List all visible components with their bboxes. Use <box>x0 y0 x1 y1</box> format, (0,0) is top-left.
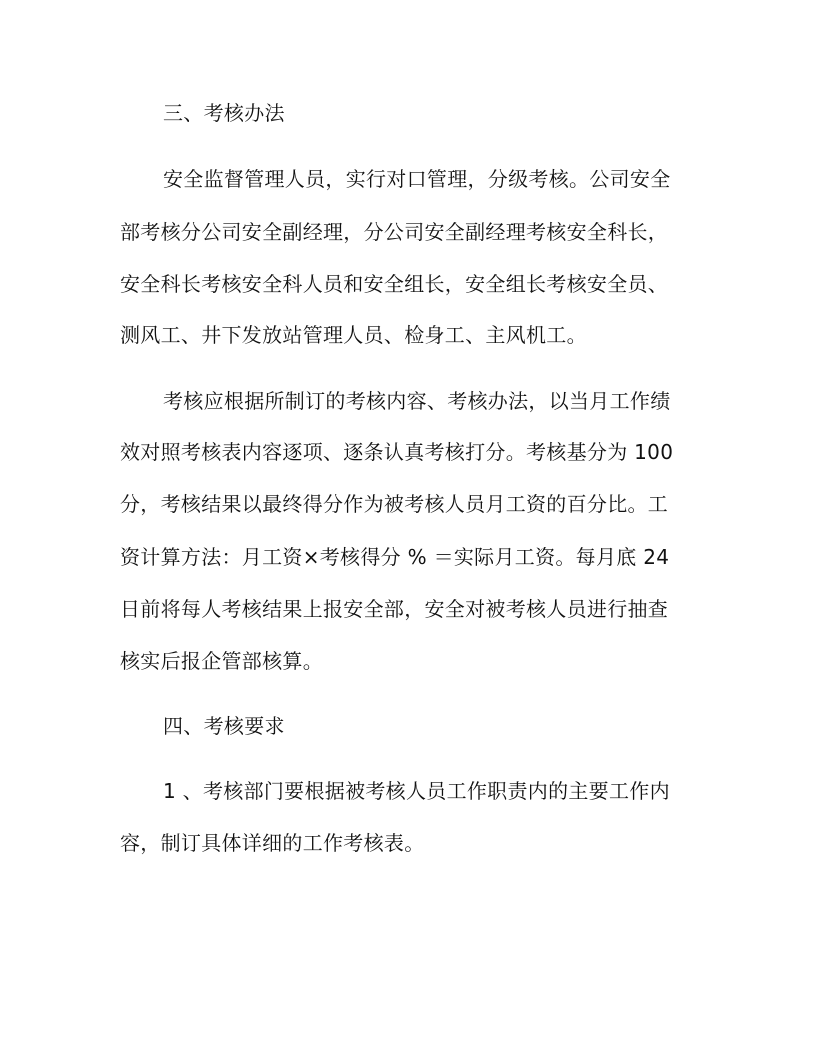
paragraph-line: 1 、考核部门要根据被考核人员工作职责内的主要工作内 <box>163 779 670 803</box>
paragraph-line: 安全科长考核安全科人员和安全组长，安全组长考核安全员、 <box>120 272 669 296</box>
section-heading-3: 三、考核办法 <box>163 101 285 125</box>
paragraph-line: 分，考核结果以最终得分作为被考核人员月工资的百分比。工 <box>120 492 669 516</box>
section-heading-4: 四、考核要求 <box>163 714 285 738</box>
paragraph-line: 核实后报企管部核算。 <box>120 649 323 673</box>
paragraph-line: 容，制订具体详细的工作考核表。 <box>120 831 425 855</box>
paragraph-line: 效对照考核表内容逐项、逐条认真考核打分。考核基分为 100 <box>120 440 674 464</box>
paragraph-line: 考核应根据所制订的考核内容、考核办法，以当月工作绩 <box>163 389 671 413</box>
paragraph-line: 资计算方法：月工资×考核得分 % ＝实际月工资。每月底 24 <box>120 545 670 569</box>
paragraph-line: 安全监督管理人员，实行对口管理，分级考核。公司安全 <box>163 167 671 191</box>
paragraph-line: 测风工、井下发放站管理人员、检身工、主风机工。 <box>120 323 587 347</box>
paragraph-line: 部考核分公司安全副经理，分公司安全副经理考核安全科长， <box>120 220 669 244</box>
paragraph-line: 日前将每人考核结果上报安全部，安全对被考核人员进行抽查 <box>120 597 669 621</box>
